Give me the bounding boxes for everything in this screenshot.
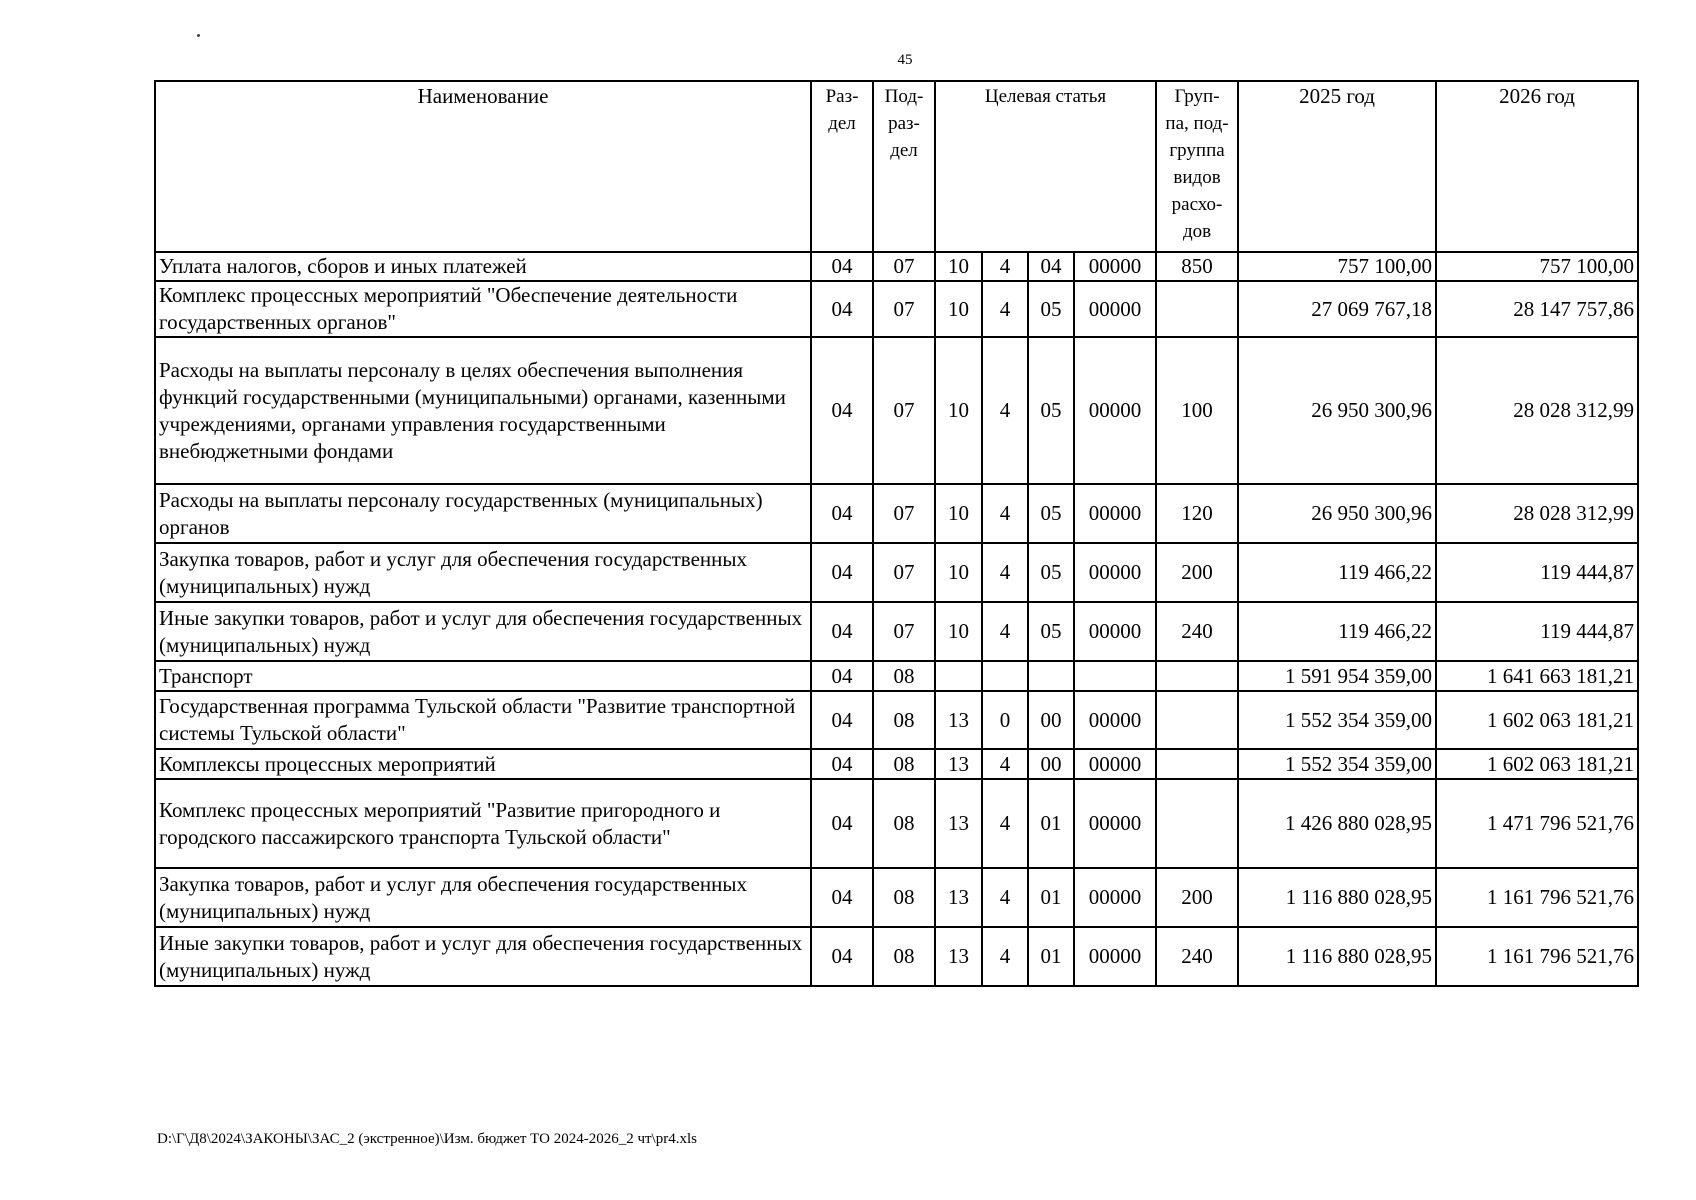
scan-dot — [197, 34, 200, 37]
cell-name: Комплекс процессных мероприятий "Развитие пригородного и городского пассажирского транспорта Тульской области" — [155, 779, 811, 868]
cell-amount-2026: 757 100,00 — [1436, 252, 1638, 281]
cell-target-type: 4 — [982, 543, 1028, 602]
cell-target-direction: 00000 — [1074, 868, 1156, 927]
cell-section: 04 — [811, 868, 873, 927]
cell-target-sub: 01 — [1028, 927, 1074, 986]
file-path-footer: D:\Г\Д8\2024\ЗАКОНЫ\ЗАС_2 (экстренное)\Изм. бюджет ТО 2024-2026_2 чт\pr4.xls — [157, 1131, 697, 1147]
cell-target-direction: 00000 — [1074, 691, 1156, 749]
table-row — [155, 749, 1638, 779]
page-number: 45 — [897, 52, 913, 68]
cell-expense-group — [1156, 661, 1238, 691]
header-row — [155, 81, 1638, 252]
cell-target-program: 10 — [935, 484, 982, 543]
cell-amount-2026: 1 602 063 181,21 — [1436, 749, 1638, 779]
table-row — [155, 779, 1638, 868]
cell-name: Иные закупки товаров, работ и услуг для обеспечения государственных (муниципальных) нужд — [155, 927, 811, 986]
cell-section: 04 — [811, 484, 873, 543]
cell-target-program: 13 — [935, 749, 982, 779]
cell-amount-2025: 1 591 954 359,00 — [1238, 661, 1436, 691]
cell-section: 04 — [811, 691, 873, 749]
cell-amount-2025: 119 466,22 — [1238, 543, 1436, 602]
cell-amount-2026: 1 161 796 521,76 — [1436, 868, 1638, 927]
header-year-2025: 2025 год — [1238, 81, 1436, 252]
header-subsection: Под- раз- дел — [873, 81, 935, 252]
cell-expense-group: 200 — [1156, 868, 1238, 927]
cell-amount-2026: 1 161 796 521,76 — [1436, 927, 1638, 986]
cell-target-sub: 01 — [1028, 779, 1074, 868]
cell-section: 04 — [811, 749, 873, 779]
cell-expense-group — [1156, 281, 1238, 337]
cell-expense-group: 240 — [1156, 927, 1238, 986]
cell-subsection: 08 — [873, 927, 935, 986]
cell-expense-group: 120 — [1156, 484, 1238, 543]
cell-name: Закупка товаров, работ и услуг для обеспечения государственных (муниципальных) нужд — [155, 868, 811, 927]
table-row — [155, 543, 1638, 602]
cell-subsection: 08 — [873, 661, 935, 691]
cell-name: Иные закупки товаров, работ и услуг для обеспечения государственных (муниципальных) нужд — [155, 602, 811, 661]
cell-expense-group: 850 — [1156, 252, 1238, 281]
cell-section: 04 — [811, 337, 873, 484]
cell-name: Закупка товаров, работ и услуг для обеспечения государственных (муниципальных) нужд — [155, 543, 811, 602]
cell-target-program: 10 — [935, 337, 982, 484]
cell-target-program: 10 — [935, 602, 982, 661]
cell-name: Комплекс процессных мероприятий "Обеспечение деятельности государственных органов" — [155, 281, 811, 337]
cell-target-direction: 00000 — [1074, 779, 1156, 868]
cell-amount-2026: 1 471 796 521,76 — [1436, 779, 1638, 868]
cell-target-type: 4 — [982, 281, 1028, 337]
cell-amount-2026: 28 028 312,99 — [1436, 484, 1638, 543]
header-target-article: Целевая статья — [935, 81, 1156, 252]
cell-target-sub — [1028, 661, 1074, 691]
cell-expense-group — [1156, 749, 1238, 779]
table-row — [155, 927, 1638, 986]
cell-target-sub: 05 — [1028, 337, 1074, 484]
cell-target-direction: 00000 — [1074, 252, 1156, 281]
table-row — [155, 691, 1638, 749]
cell-subsection: 07 — [873, 543, 935, 602]
cell-target-program: 10 — [935, 281, 982, 337]
cell-subsection: 08 — [873, 691, 935, 749]
cell-amount-2025: 1 426 880 028,95 — [1238, 779, 1436, 868]
cell-target-type: 4 — [982, 927, 1028, 986]
cell-subsection: 07 — [873, 484, 935, 543]
table-row — [155, 281, 1638, 337]
budget-table — [154, 80, 1639, 987]
cell-subsection: 08 — [873, 868, 935, 927]
cell-target-direction: 00000 — [1074, 281, 1156, 337]
cell-target-program: 13 — [935, 868, 982, 927]
cell-target-program — [935, 661, 982, 691]
cell-expense-group — [1156, 691, 1238, 749]
cell-target-sub: 04 — [1028, 252, 1074, 281]
cell-subsection: 08 — [873, 779, 935, 868]
cell-expense-group: 200 — [1156, 543, 1238, 602]
cell-section: 04 — [811, 252, 873, 281]
cell-target-type: 4 — [982, 337, 1028, 484]
cell-amount-2025: 26 950 300,96 — [1238, 484, 1436, 543]
cell-target-type: 4 — [982, 868, 1028, 927]
table-row — [155, 868, 1638, 927]
cell-amount-2026: 1 602 063 181,21 — [1436, 691, 1638, 749]
cell-target-type: 4 — [982, 484, 1028, 543]
cell-target-type: 4 — [982, 779, 1028, 868]
cell-name: Транспорт — [155, 661, 811, 691]
cell-target-type: 4 — [982, 602, 1028, 661]
cell-target-direction — [1074, 661, 1156, 691]
cell-subsection: 07 — [873, 252, 935, 281]
cell-target-type — [982, 661, 1028, 691]
header-year-2026: 2026 год — [1436, 81, 1638, 252]
cell-amount-2025: 757 100,00 — [1238, 252, 1436, 281]
cell-amount-2025: 26 950 300,96 — [1238, 337, 1436, 484]
cell-section: 04 — [811, 661, 873, 691]
cell-section: 04 — [811, 602, 873, 661]
header-expense-group: Груп- па, под- группа видов расхо- дов — [1156, 81, 1238, 252]
cell-target-sub: 05 — [1028, 281, 1074, 337]
cell-target-program: 10 — [935, 252, 982, 281]
cell-subsection: 08 — [873, 749, 935, 779]
header-name: Наименование — [155, 81, 811, 252]
cell-name: Государственная программа Тульской области "Развитие транспортной системы Тульской области" — [155, 691, 811, 749]
cell-amount-2025: 119 466,22 — [1238, 602, 1436, 661]
cell-amount-2025: 1 116 880 028,95 — [1238, 868, 1436, 927]
cell-subsection: 07 — [873, 337, 935, 484]
cell-target-direction: 00000 — [1074, 337, 1156, 484]
cell-target-sub: 01 — [1028, 868, 1074, 927]
table-row — [155, 661, 1638, 691]
cell-target-direction: 00000 — [1074, 484, 1156, 543]
cell-target-direction: 00000 — [1074, 749, 1156, 779]
cell-target-program: 13 — [935, 927, 982, 986]
cell-expense-group — [1156, 779, 1238, 868]
cell-target-program: 10 — [935, 543, 982, 602]
table-row — [155, 252, 1638, 281]
cell-target-sub: 00 — [1028, 749, 1074, 779]
cell-section: 04 — [811, 927, 873, 986]
cell-name: Расходы на выплаты персоналу государственных (муниципальных) органов — [155, 484, 811, 543]
cell-target-program: 13 — [935, 691, 982, 749]
cell-amount-2026: 119 444,87 — [1436, 602, 1638, 661]
cell-section: 04 — [811, 281, 873, 337]
cell-subsection: 07 — [873, 602, 935, 661]
cell-target-direction: 00000 — [1074, 543, 1156, 602]
cell-target-type: 0 — [982, 691, 1028, 749]
header-section: Раз- дел — [811, 81, 873, 252]
table-row — [155, 484, 1638, 543]
cell-amount-2026: 28 147 757,86 — [1436, 281, 1638, 337]
cell-target-direction: 00000 — [1074, 927, 1156, 986]
cell-name: Расходы на выплаты персоналу в целях обеспечения выполнения функций государственными (муниципальными) органами, казенными учреждениями, органами управления государственными внебюджетными фондами — [155, 337, 811, 484]
cell-section: 04 — [811, 779, 873, 868]
cell-target-sub: 05 — [1028, 602, 1074, 661]
cell-target-type: 4 — [982, 749, 1028, 779]
cell-target-sub: 05 — [1028, 484, 1074, 543]
cell-target-type: 4 — [982, 252, 1028, 281]
cell-amount-2025: 1 552 354 359,00 — [1238, 749, 1436, 779]
cell-target-sub: 00 — [1028, 691, 1074, 749]
cell-target-sub: 05 — [1028, 543, 1074, 602]
cell-subsection: 07 — [873, 281, 935, 337]
cell-target-program: 13 — [935, 779, 982, 868]
cell-expense-group: 100 — [1156, 337, 1238, 484]
cell-amount-2026: 119 444,87 — [1436, 543, 1638, 602]
table-row — [155, 602, 1638, 661]
cell-section: 04 — [811, 543, 873, 602]
cell-amount-2026: 28 028 312,99 — [1436, 337, 1638, 484]
cell-target-direction: 00000 — [1074, 602, 1156, 661]
cell-amount-2026: 1 641 663 181,21 — [1436, 661, 1638, 691]
cell-expense-group: 240 — [1156, 602, 1238, 661]
cell-amount-2025: 1 552 354 359,00 — [1238, 691, 1436, 749]
cell-amount-2025: 1 116 880 028,95 — [1238, 927, 1436, 986]
cell-amount-2025: 27 069 767,18 — [1238, 281, 1436, 337]
cell-name: Уплата налогов, сборов и иных платежей — [155, 252, 811, 281]
cell-name: Комплексы процессных мероприятий — [155, 749, 811, 779]
table-row — [155, 337, 1638, 484]
